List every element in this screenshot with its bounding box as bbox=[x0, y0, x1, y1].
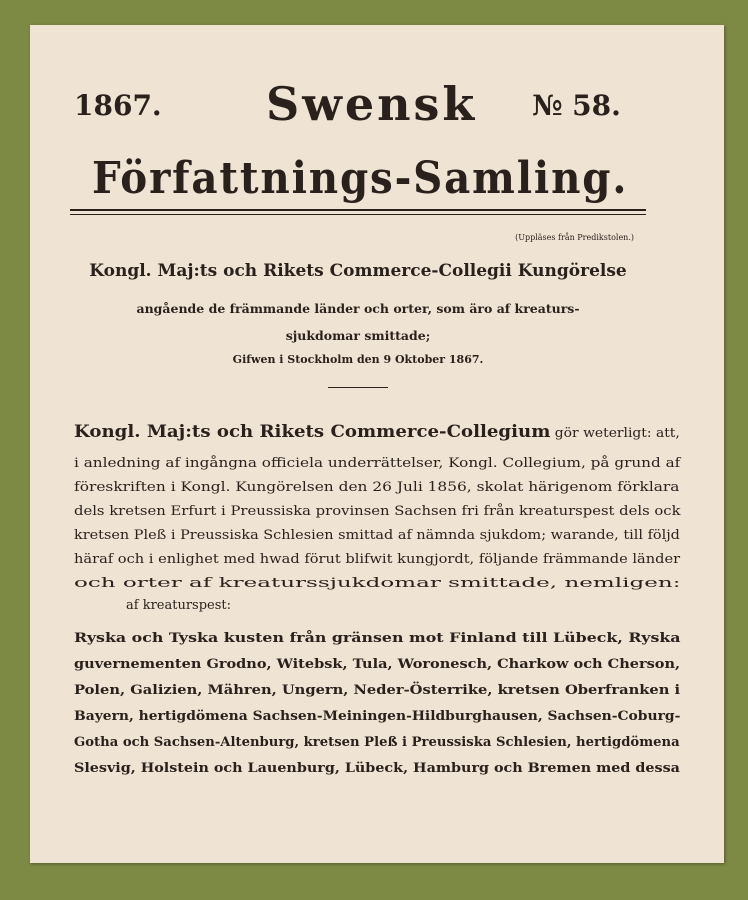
separator-rule bbox=[328, 387, 388, 388]
header-title-line2: Författnings-Samling. bbox=[92, 153, 629, 204]
body-line-7: och orter af kreaturssjukdomar smittade, nemligen: bbox=[74, 576, 681, 591]
section-subhead: af kreaturspest: bbox=[126, 598, 232, 613]
body-line-1 bbox=[74, 422, 680, 442]
header-number: № 58. bbox=[532, 89, 621, 122]
list-line-4: Bayern, hertigdömena Sachsen-Meiningen-Hildburghausen, Sachsen-Coburg- bbox=[74, 709, 681, 724]
body-line-3: föreskriften i Kongl. Kungörelsen den 26 Juli 1856, skolat härigenom förklara bbox=[74, 480, 680, 495]
list-line-3: Polen, Galizien, Mähren, Ungern, Neder-Österrike, kretsen Oberfranken i bbox=[74, 683, 681, 698]
list-line-1: Ryska och Tyska kusten från gränsen mot Finland till Lübeck, Ryska bbox=[74, 631, 681, 646]
list-line-6: Slesvig, Holstein och Lauenburg, Lübeck, Hamburg och Bremen med dessa bbox=[74, 761, 680, 776]
body-line-4: dels kretsen Erfurt i Preussiska provinsen Sachsen fri från kreaturspest dels ock bbox=[74, 504, 681, 519]
list-line-2: guvernementen Grodno, Witebsk, Tula, Woronesch, Charkow och Cherson, bbox=[74, 657, 681, 672]
ordinance-date: Gifwen i Stockholm den 9 Oktober 1867. bbox=[232, 353, 484, 366]
header-rule-thick bbox=[70, 209, 646, 211]
ordinance-title: Kongl. Maj:ts och Rikets Commerce-Collegii Kungörelse bbox=[89, 261, 627, 281]
body-line-5: kretsen Pleß i Preussiska Schlesien smittad af nämnda sjukdom; warande, till följd bbox=[74, 528, 680, 543]
header-rule-thin bbox=[70, 214, 646, 215]
body-line-2: i anledning af ingångna officiela underrättelser, Kongl. Collegium, på grund af bbox=[74, 456, 681, 471]
ordinance-subtitle-line1: angående de främmande länder och orter, som äro af kreaturs- bbox=[136, 301, 580, 316]
list-line-5: Gotha och Sachsen-Altenburg, kretsen Pleß i Preussiska Schlesien, hertigdömena bbox=[74, 735, 680, 750]
body-line1-rest: gör weterligt: att, bbox=[550, 426, 680, 441]
ordinance-subtitle-line2: sjukdomar smittade; bbox=[285, 328, 431, 343]
body-lead: Kongl. Maj:ts och Rikets Commerce-Collegium bbox=[74, 422, 551, 442]
body-line-6: häraf och i enlighet med hwad förut blifwit kungjordt, följande främmande länder bbox=[74, 552, 681, 567]
header-year: 1867. bbox=[74, 89, 162, 122]
header-title-line1: Swensk bbox=[266, 77, 478, 131]
document-page bbox=[30, 25, 724, 863]
pulpit-note: (Uppläses från Predikstolen.) bbox=[515, 233, 634, 242]
